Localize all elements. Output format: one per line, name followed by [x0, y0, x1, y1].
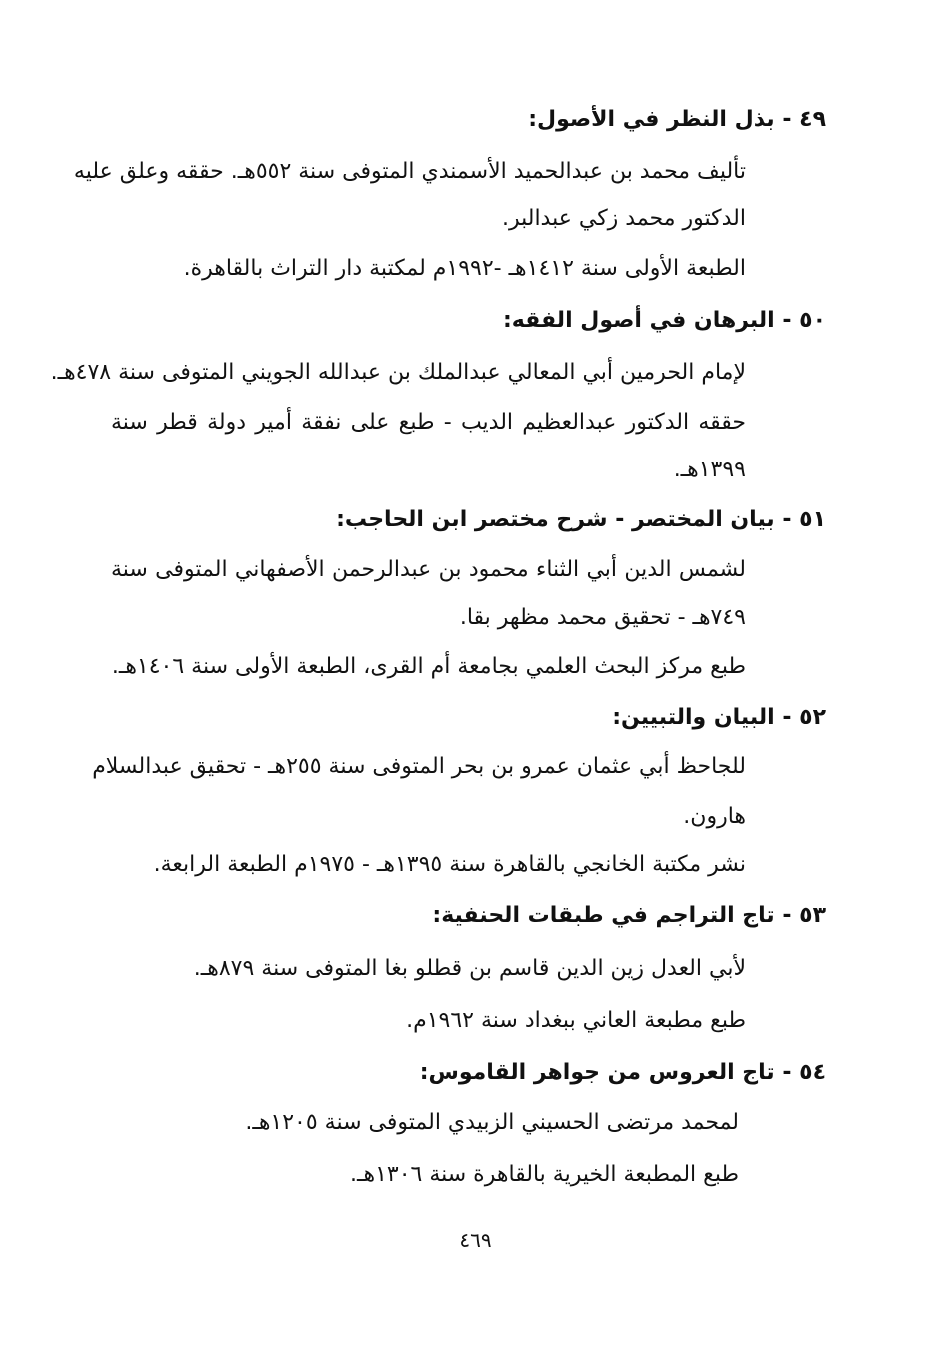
entry-line: نشر مكتبة الخانجي بالقاهرة سنة ١٣٩٥هـ - ١٩٧٥م الطبعة الرابعة.: [153, 852, 746, 877]
entry-line: الدكتور محمد زكي عبدالبر.: [501, 206, 746, 231]
entry-heading-52: ٥٢ - البيان والتبيين:: [612, 705, 826, 730]
entry-heading-53: ٥٣ - تاج التراجم في طبقات الحنفية:: [432, 903, 826, 928]
entry-heading-51: ٥١ - بيان المختصر - شرح مختصر ابن الحاجب:: [336, 507, 826, 532]
entry-line: لأبي العدل زين الدين قاسم بن قطلو بغا المتوفى سنة ٨٧٩هـ.: [193, 956, 746, 981]
entry-heading-54: ٥٤ - تاج العروس من جواهر القاموس:: [419, 1060, 826, 1085]
entry-heading-49: ٤٩ - بذل النظر في الأصول:: [528, 107, 826, 132]
entry-line: للجاحظ أبي عثمان عمرو بن بحر المتوفى سنة ٢٥٥هـ - تحقيق عبدالسلام: [92, 754, 746, 779]
entry-heading-50: ٥٠ - البرهان في أصول الفقه:: [503, 308, 826, 333]
entry-line: الطبعة الأولى سنة ١٤١٢هـ -١٩٩٢م لمكتبة دار التراث بالقاهرة.: [183, 256, 746, 281]
entry-line: طبع مطبعة العاني ببغداد سنة ١٩٦٢م.: [406, 1008, 746, 1033]
entry-line: حققه الدكتور عبدالعظيم الديب - طبع على نفقة أمير دولة قطر سنة: [111, 410, 746, 435]
page-number: ٤٦٩: [459, 1228, 492, 1252]
entry-line: ٧٤٩هـ - تحقيق محمد مظهر بقا.: [459, 605, 746, 630]
entry-line: طبع المطبعة الخيرية بالقاهرة سنة ١٣٠٦هـ.: [350, 1162, 739, 1187]
entry-line: هارون.: [683, 804, 746, 829]
entry-line: لمحمد مرتضى الحسيني الزبيدي المتوفى سنة ١٢٠٥هـ.: [245, 1110, 739, 1135]
entry-line: لإمام الحرمين أبي المعالي عبدالملك بن عبدالله الجويني المتوفى سنة ٤٧٨هـ.: [50, 360, 746, 385]
entry-line: لشمس الدين أبي الثناء محمود بن عبدالرحمن الأصفهاني المتوفى سنة: [111, 557, 746, 582]
entry-line: ١٣٩٩هـ.: [673, 457, 746, 482]
entry-line: طبع مركز البحث العلمي بجامعة أم القرى، الطبعة الأولى سنة ١٤٠٦هـ.: [111, 654, 746, 679]
entry-line: تأليف محمد بن عبدالحميد الأسمندي المتوفى سنة ٥٥٢هـ. حققه وعلق عليه: [73, 159, 746, 184]
